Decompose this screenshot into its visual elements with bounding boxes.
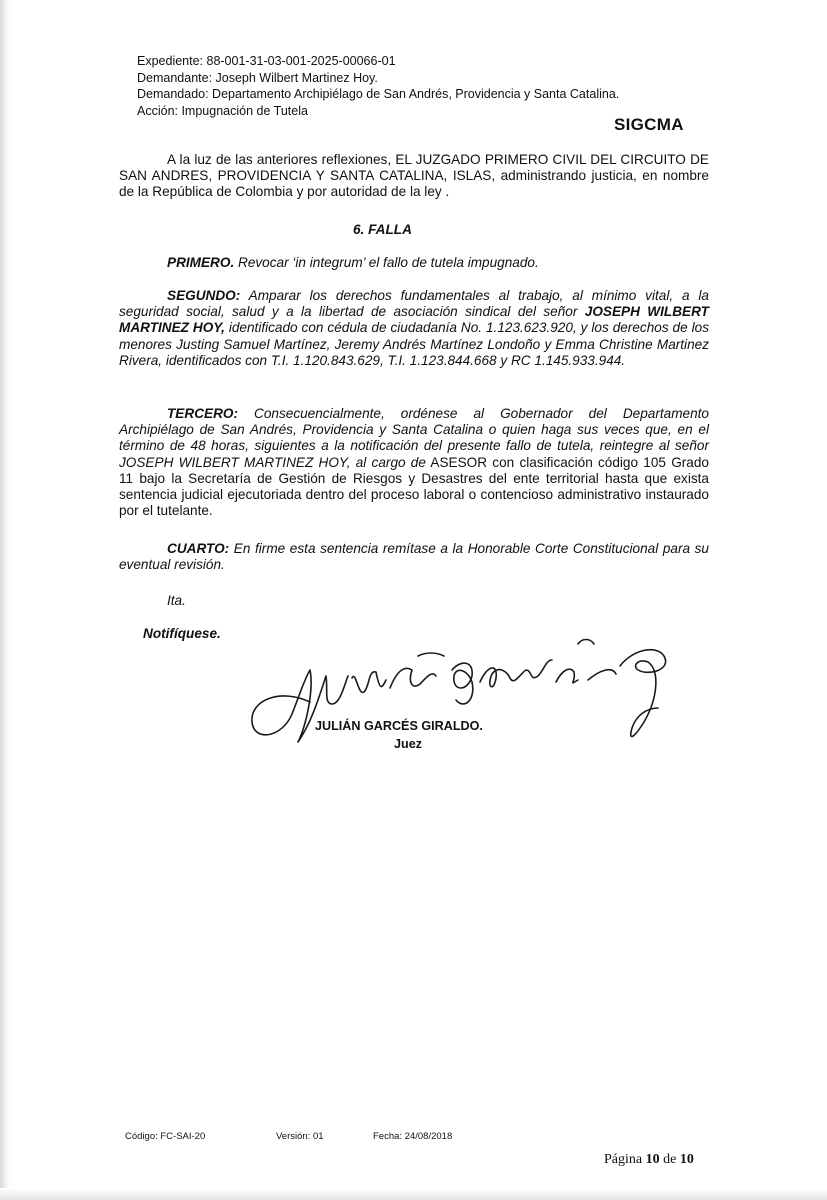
- page-total: 10: [679, 1152, 694, 1167]
- paragraph-tercero: [119, 406, 709, 519]
- segundo-text-a: Amparar los derechos fundamentales al trabajo, al mínimo vital, a la seguridad social, salud y a la libertad de asociación sindical del señor: [119, 288, 709, 320]
- tercero-text-plain: ASESOR con clasificación código 105 Grado 11 bajo la Secretaría de Gestión de Riesgos y Desastres del ente territorial hasta que exista sentencia judicial ejecutoriada dentro del proceso laboral o contencioso administrativo instaurado por el tutelante.: [119, 454, 709, 519]
- cuarto-text: En firme esta sentencia remítase a la Honorable Corte Constitucional para su eventual revisión.: [119, 541, 709, 573]
- page-mid: de: [659, 1152, 680, 1167]
- footer-version: Versión: 01: [276, 1131, 324, 1142]
- case-number: Expediente: 88-001-31-03-001-2025-00066-01: [137, 54, 396, 68]
- primero-text: Revocar ‘in integrum’ el fallo de tutela impugnado.: [234, 255, 539, 270]
- judge-name: JULIÁN GARCÉS GIRALDO.: [315, 719, 483, 733]
- case-header: [137, 53, 619, 119]
- segundo-label: SEGUNDO:: [167, 288, 241, 303]
- cuarto-label: CUARTO:: [167, 541, 230, 556]
- brand-sigcma: SIGCMA: [614, 115, 684, 134]
- section-title: 6. FALLA: [353, 222, 412, 237]
- footer-date: Fecha: 24/08/2018: [373, 1131, 453, 1142]
- judge-title: Juez: [394, 737, 422, 751]
- notifiquese-text: Notifíquese.: [143, 626, 221, 641]
- page-left-shadow: [0, 0, 10, 1200]
- intro-paragraph: A la luz de las anteriores reflexiones, EL JUZGADO PRIMERO CIVIL DEL CIRCUITO DE SAN ANDRES, PROVIDENCIA Y SANTA CATALINA, ISLAS, administrando justicia, en nombre de la República de Colombia y por autoridad de la ley .: [119, 152, 709, 200]
- ita-text: Ita.: [167, 593, 186, 608]
- footer-code: Código: FC-SAI-20: [125, 1131, 206, 1142]
- action-type: Acción: Impugnación de Tutela: [137, 103, 308, 118]
- page-bottom-shadow: [0, 1188, 827, 1200]
- page-number: [604, 1152, 694, 1168]
- page-current: 10: [645, 1152, 660, 1167]
- tercero-label: TERCERO:: [167, 406, 238, 421]
- segundo-name: JOSEPH WILBERT MARTINEZ HOY,: [119, 304, 709, 336]
- page-prefix: Página: [604, 1152, 646, 1167]
- paragraph-primero: [119, 255, 709, 271]
- paragraph-cuarto: [119, 541, 709, 573]
- primero-label: PRIMERO.: [167, 255, 235, 270]
- defendant: Demandado: Departamento Archipiélago de San Andrés, Providencia y Santa Catalina.: [137, 87, 620, 101]
- segundo-text-b: identificado con cédula de ciudadanía No. 1.123.623.920, y los derechos de los menores Justing Samuel Martínez, Jeremy Andrés Martínez Londoño y Emma Christine Martinez Rivera, identificados con T.I. 1.120.843.629, T.I. 1.123.844.668 y RC 1.145.933.944.: [119, 320, 709, 368]
- plaintiff: Demandante: Joseph Wilbert Martinez Hoy.: [137, 70, 378, 85]
- tercero-text-italic: Consecuencialmente, ordénese al Gobernador del Departamento Archipiélago de San Andrés, Providencia y Santa Catalina o quien haga sus veces que, en el término de 48 horas, siguientes a la notificación del presente fallo de tutela, reintegre al señor JOSEPH WILBERT MARTINEZ HOY, al cargo de: [119, 406, 709, 470]
- paragraph-segundo: [119, 288, 709, 369]
